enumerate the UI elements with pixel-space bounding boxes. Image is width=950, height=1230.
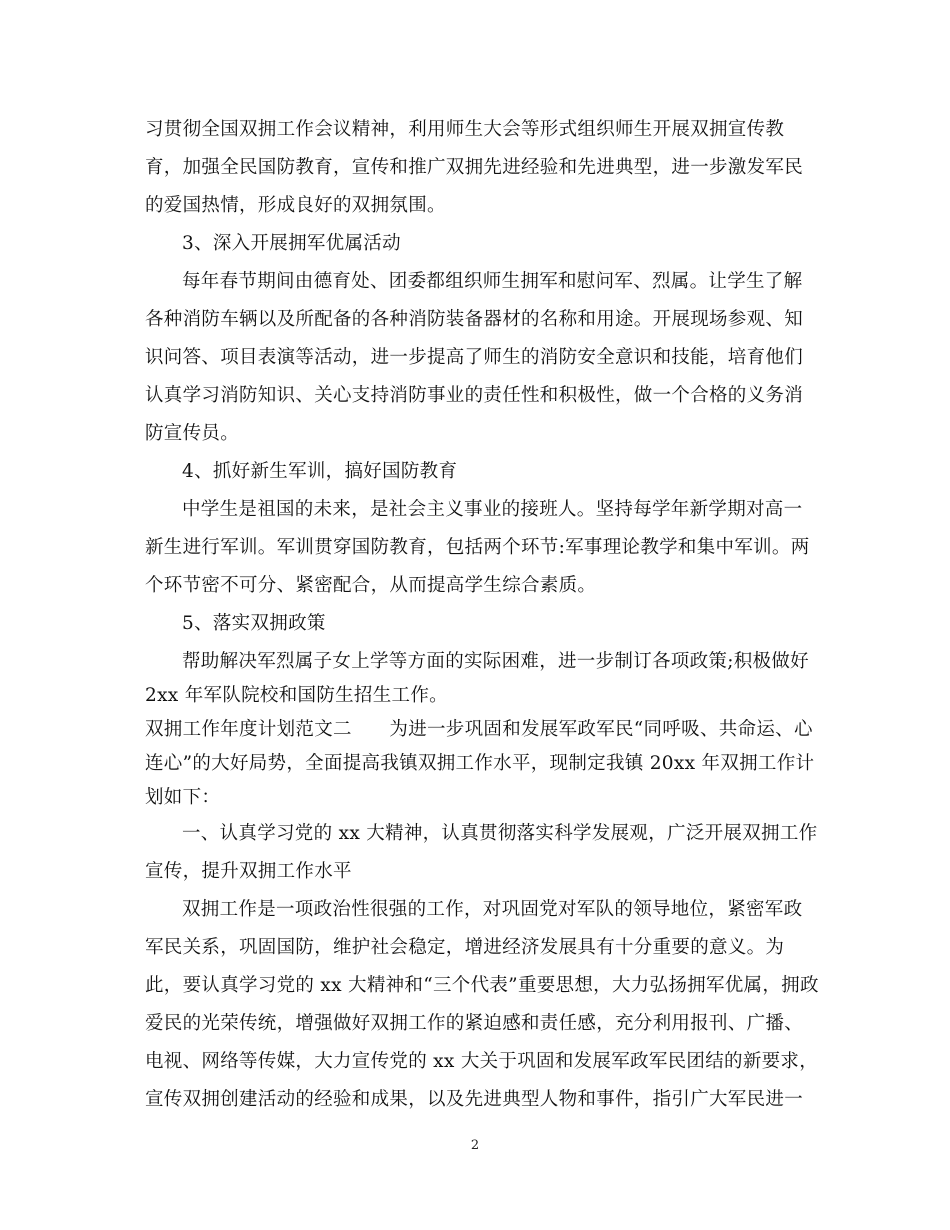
text-line: 的爱国热情，形成良好的双拥氛围。 xyxy=(145,195,446,216)
text-line: 个环节密不可分、紧密配合，从而提高学生综合素质。 xyxy=(145,575,597,596)
text-line: 双拥工作年度计划范文二 为进一步巩固和发展军政军民“同呼吸、共命运、心 xyxy=(145,719,813,740)
text-line: 新生进行军训。军训贯穿国防教育，包括两个环节:军事理论教学和集中军训。两 xyxy=(145,537,810,558)
text-line: 帮助解决军烈属子女上学等方面的实际困难，进一步制订各项政策;积极做好 xyxy=(182,651,809,672)
text-line: 连心”的大好局势，全面提高我镇双拥工作水平，现制定我镇 20xx 年双拥工作计 xyxy=(145,753,815,774)
text-line: 认真学习消防知识、关心支持消防事业的责任性和积极性，做一个合格的义务消 xyxy=(145,385,804,406)
text-line: 爱民的光荣传统，增强做好双拥工作的紧迫感和责任感，充分利用报刊、广播、 xyxy=(145,1013,804,1034)
section-heading: 宣传，提升双拥工作水平 xyxy=(145,861,352,882)
text-line: 识问答、项目表演等活动，进一步提高了师生的消防安全意识和技能，培育他们 xyxy=(145,347,804,368)
section-heading: 一、认真学习党的 xx 大精神，认真贯彻落实科学发展观，广泛开展双拥工作 xyxy=(182,823,818,844)
section-heading: 4、抓好新生军训，搞好国防教育 xyxy=(182,461,458,482)
text-line: 双拥工作是一项政治性很强的工作，对巩固党对军队的领导地位，紧密军政 xyxy=(182,899,803,920)
text-line: 电视、网络等传媒，大力宣传党的 xx 大关于巩固和发展军政军民团结的新要求， xyxy=(145,1051,819,1072)
text-line: 防宣传员。 xyxy=(145,423,240,444)
text-line: 习贯彻全国双拥工作会议精神，利用师生大会等形式组织师生开展双拥宣传教 xyxy=(145,119,785,140)
text-line: 宣传双拥创建活动的经验和成果，以及先进典型人物和事件，指引广大军民进一 xyxy=(145,1089,804,1110)
text-line: 军民关系，巩固国防，维护社会稳定，增进经济发展具有十分重要的意义。为 xyxy=(145,937,785,958)
text-line: 此，要认真学习党的 xx 大精神和“三个代表”重要思想，大力弘扬拥军优属，拥政 xyxy=(145,975,819,996)
section-heading: 3、深入开展拥军优属活动 xyxy=(182,233,401,254)
section-heading: 5、落实双拥政策 xyxy=(182,613,326,634)
text-line: 2xx 年军队院校和国防生招生工作。 xyxy=(145,685,448,706)
text-line: 育，加强全民国防教育，宣传和推广双拥先进经验和先进典型，进一步激发军民 xyxy=(145,157,804,178)
text-line: 各种消防车辆以及所配备的各种消防装备器材的名称和用途。开展现场参观、知 xyxy=(145,309,804,330)
page-number: 2 xyxy=(470,1138,480,1153)
text-line: 中学生是祖国的未来，是社会主义事业的接班人。坚持每学年新学期对高一 xyxy=(182,499,803,520)
text-line: 每年春节期间由德育处、团委都组织师生拥军和慰问军、烈属。让学生了解 xyxy=(182,271,803,292)
text-line: 划如下： xyxy=(145,787,221,808)
